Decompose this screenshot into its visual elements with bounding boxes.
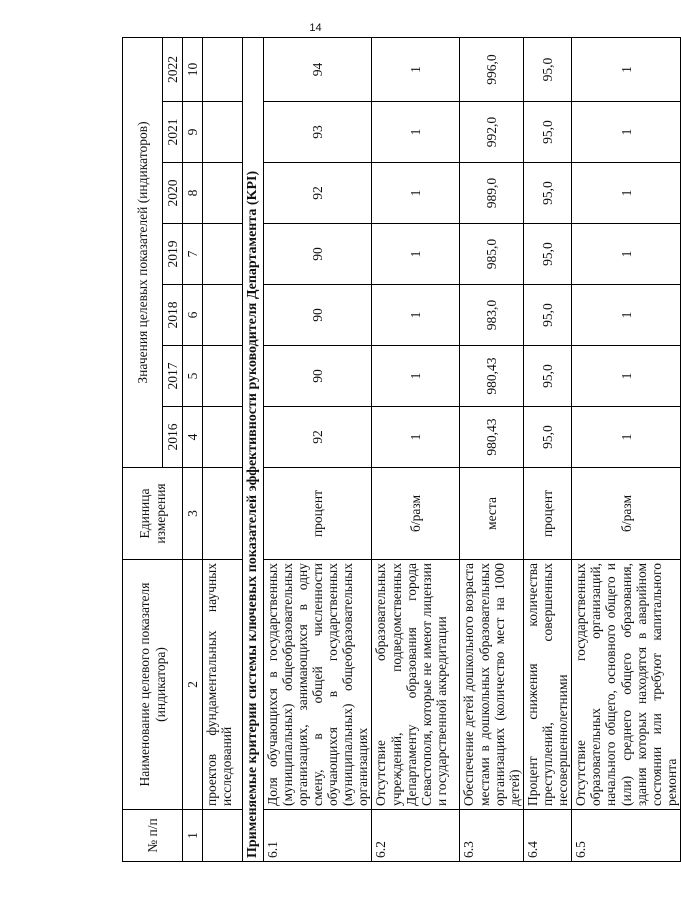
row-number: 6.5	[572, 810, 681, 862]
value-cell: 90	[263, 224, 372, 285]
column-number: 7	[183, 224, 203, 285]
unit-cell: места	[460, 468, 523, 560]
value-cell	[203, 38, 243, 102]
value-cell: 1	[572, 163, 681, 224]
column-number: 8	[183, 163, 203, 224]
column-number: 4	[183, 407, 203, 468]
column-number: 5	[183, 346, 203, 407]
unit-cell	[203, 468, 243, 560]
value-cell: 980,43	[460, 407, 523, 468]
value-cell: 983,0	[460, 285, 523, 346]
indicator-name: проектов фундаментальных научных исследований	[203, 560, 243, 810]
row-number: 6.3	[460, 810, 523, 862]
header-year: 2019	[163, 224, 183, 285]
kpi-table	[122, 37, 681, 862]
column-numbers-row	[183, 38, 203, 862]
row-number: 6.4	[523, 810, 571, 862]
value-cell: 996,0	[460, 38, 523, 102]
value-cell: 1	[372, 346, 460, 407]
value-cell: 95,0	[523, 346, 571, 407]
column-number: 9	[183, 102, 203, 163]
header-year: 2016	[163, 407, 183, 468]
indicator-name: Обеспечение детей дошкольного возраста местами в дошкольных образовательных организациях (количество мест на 1000 детей)	[460, 560, 523, 810]
header-name: Наименование целевого показателя (индикатора)	[123, 560, 183, 810]
value-cell: 90	[263, 346, 372, 407]
header-row-1	[123, 38, 163, 862]
column-number: 10	[183, 38, 203, 102]
value-cell: 95,0	[523, 407, 571, 468]
indicator-name: Отсутствие государственных образовательных организаций, начального общего, основного общего и (или) среднего общего образования, здания которых находятся в аварийном состоянии или требуют капитального ремонта	[572, 560, 681, 810]
value-cell	[203, 285, 243, 346]
value-cell: 1	[372, 102, 460, 163]
value-cell: 95,0	[523, 102, 571, 163]
indicator-name: Процент снижения количества преступлений, совершенных несовершеннолетними	[523, 560, 571, 810]
column-number: 3	[183, 468, 203, 560]
value-cell	[203, 224, 243, 285]
row-number	[203, 810, 243, 862]
header-num: № п/п	[123, 810, 183, 862]
header-year: 2022	[163, 38, 183, 102]
column-number: 1	[183, 810, 203, 862]
header-unit: Единица измерения	[123, 468, 183, 560]
table-row	[263, 38, 372, 862]
value-cell	[203, 163, 243, 224]
header-year: 2021	[163, 102, 183, 163]
value-cell: 93	[263, 102, 372, 163]
column-number: 2	[183, 560, 203, 810]
unit-cell: процент	[263, 468, 372, 560]
unit-cell: б/разм	[572, 468, 681, 560]
value-cell: 985,0	[460, 224, 523, 285]
table-row	[572, 38, 681, 862]
section-row	[243, 38, 264, 862]
value-cell: 1	[572, 407, 681, 468]
page-number: 14	[309, 22, 322, 34]
value-cell: 95,0	[523, 163, 571, 224]
value-cell: 90	[263, 285, 372, 346]
value-cell	[203, 346, 243, 407]
value-cell: 92	[263, 407, 372, 468]
value-cell: 1	[372, 163, 460, 224]
value-cell: 1	[572, 346, 681, 407]
value-cell: 94	[263, 38, 372, 102]
value-cell: 1	[372, 38, 460, 102]
value-cell	[203, 102, 243, 163]
table-row	[372, 38, 460, 862]
value-cell: 1	[572, 38, 681, 102]
header-values-group: Значения целевых показателей (индикаторов)	[123, 38, 163, 468]
value-cell: 95,0	[523, 38, 571, 102]
header-year: 2018	[163, 285, 183, 346]
row-number: 6.1	[263, 810, 372, 862]
unit-cell: б/разм	[372, 468, 460, 560]
value-cell: 95,0	[523, 285, 571, 346]
value-cell: 1	[572, 102, 681, 163]
header-year: 2017	[163, 346, 183, 407]
rotated-table-frame	[122, 38, 679, 862]
table-row	[523, 38, 571, 862]
unit-cell: процент	[523, 468, 571, 560]
value-cell: 1	[572, 285, 681, 346]
value-cell: 992,0	[460, 102, 523, 163]
value-cell: 1	[572, 224, 681, 285]
section-title: Применяемые критерии системы ключевых показателей эффективности руководителя Департамента (KPI)	[243, 38, 264, 862]
header-year: 2020	[163, 163, 183, 224]
indicator-name: Доля обучающихся в государственных (муниципальных) общеобразовательных организациях, занимающихся в одну смену, в общей численности обучающихся в государственных (муниципальных) общеобразовательных организациях	[263, 560, 372, 810]
value-cell: 980,43	[460, 346, 523, 407]
continuation-row	[203, 38, 243, 862]
column-number: 6	[183, 285, 203, 346]
value-cell: 95,0	[523, 224, 571, 285]
value-cell: 1	[372, 224, 460, 285]
value-cell: 92	[263, 163, 372, 224]
row-number: 6.2	[372, 810, 460, 862]
value-cell	[203, 407, 243, 468]
table-row	[460, 38, 523, 862]
indicator-name: Отсутствие образовательных учреждений, подведомственных Департаменту образования города Севастополя, которые не имеют лицензии и государственной аккредитации	[372, 560, 460, 810]
value-cell: 1	[372, 285, 460, 346]
value-cell: 989,0	[460, 163, 523, 224]
value-cell: 1	[372, 407, 460, 468]
